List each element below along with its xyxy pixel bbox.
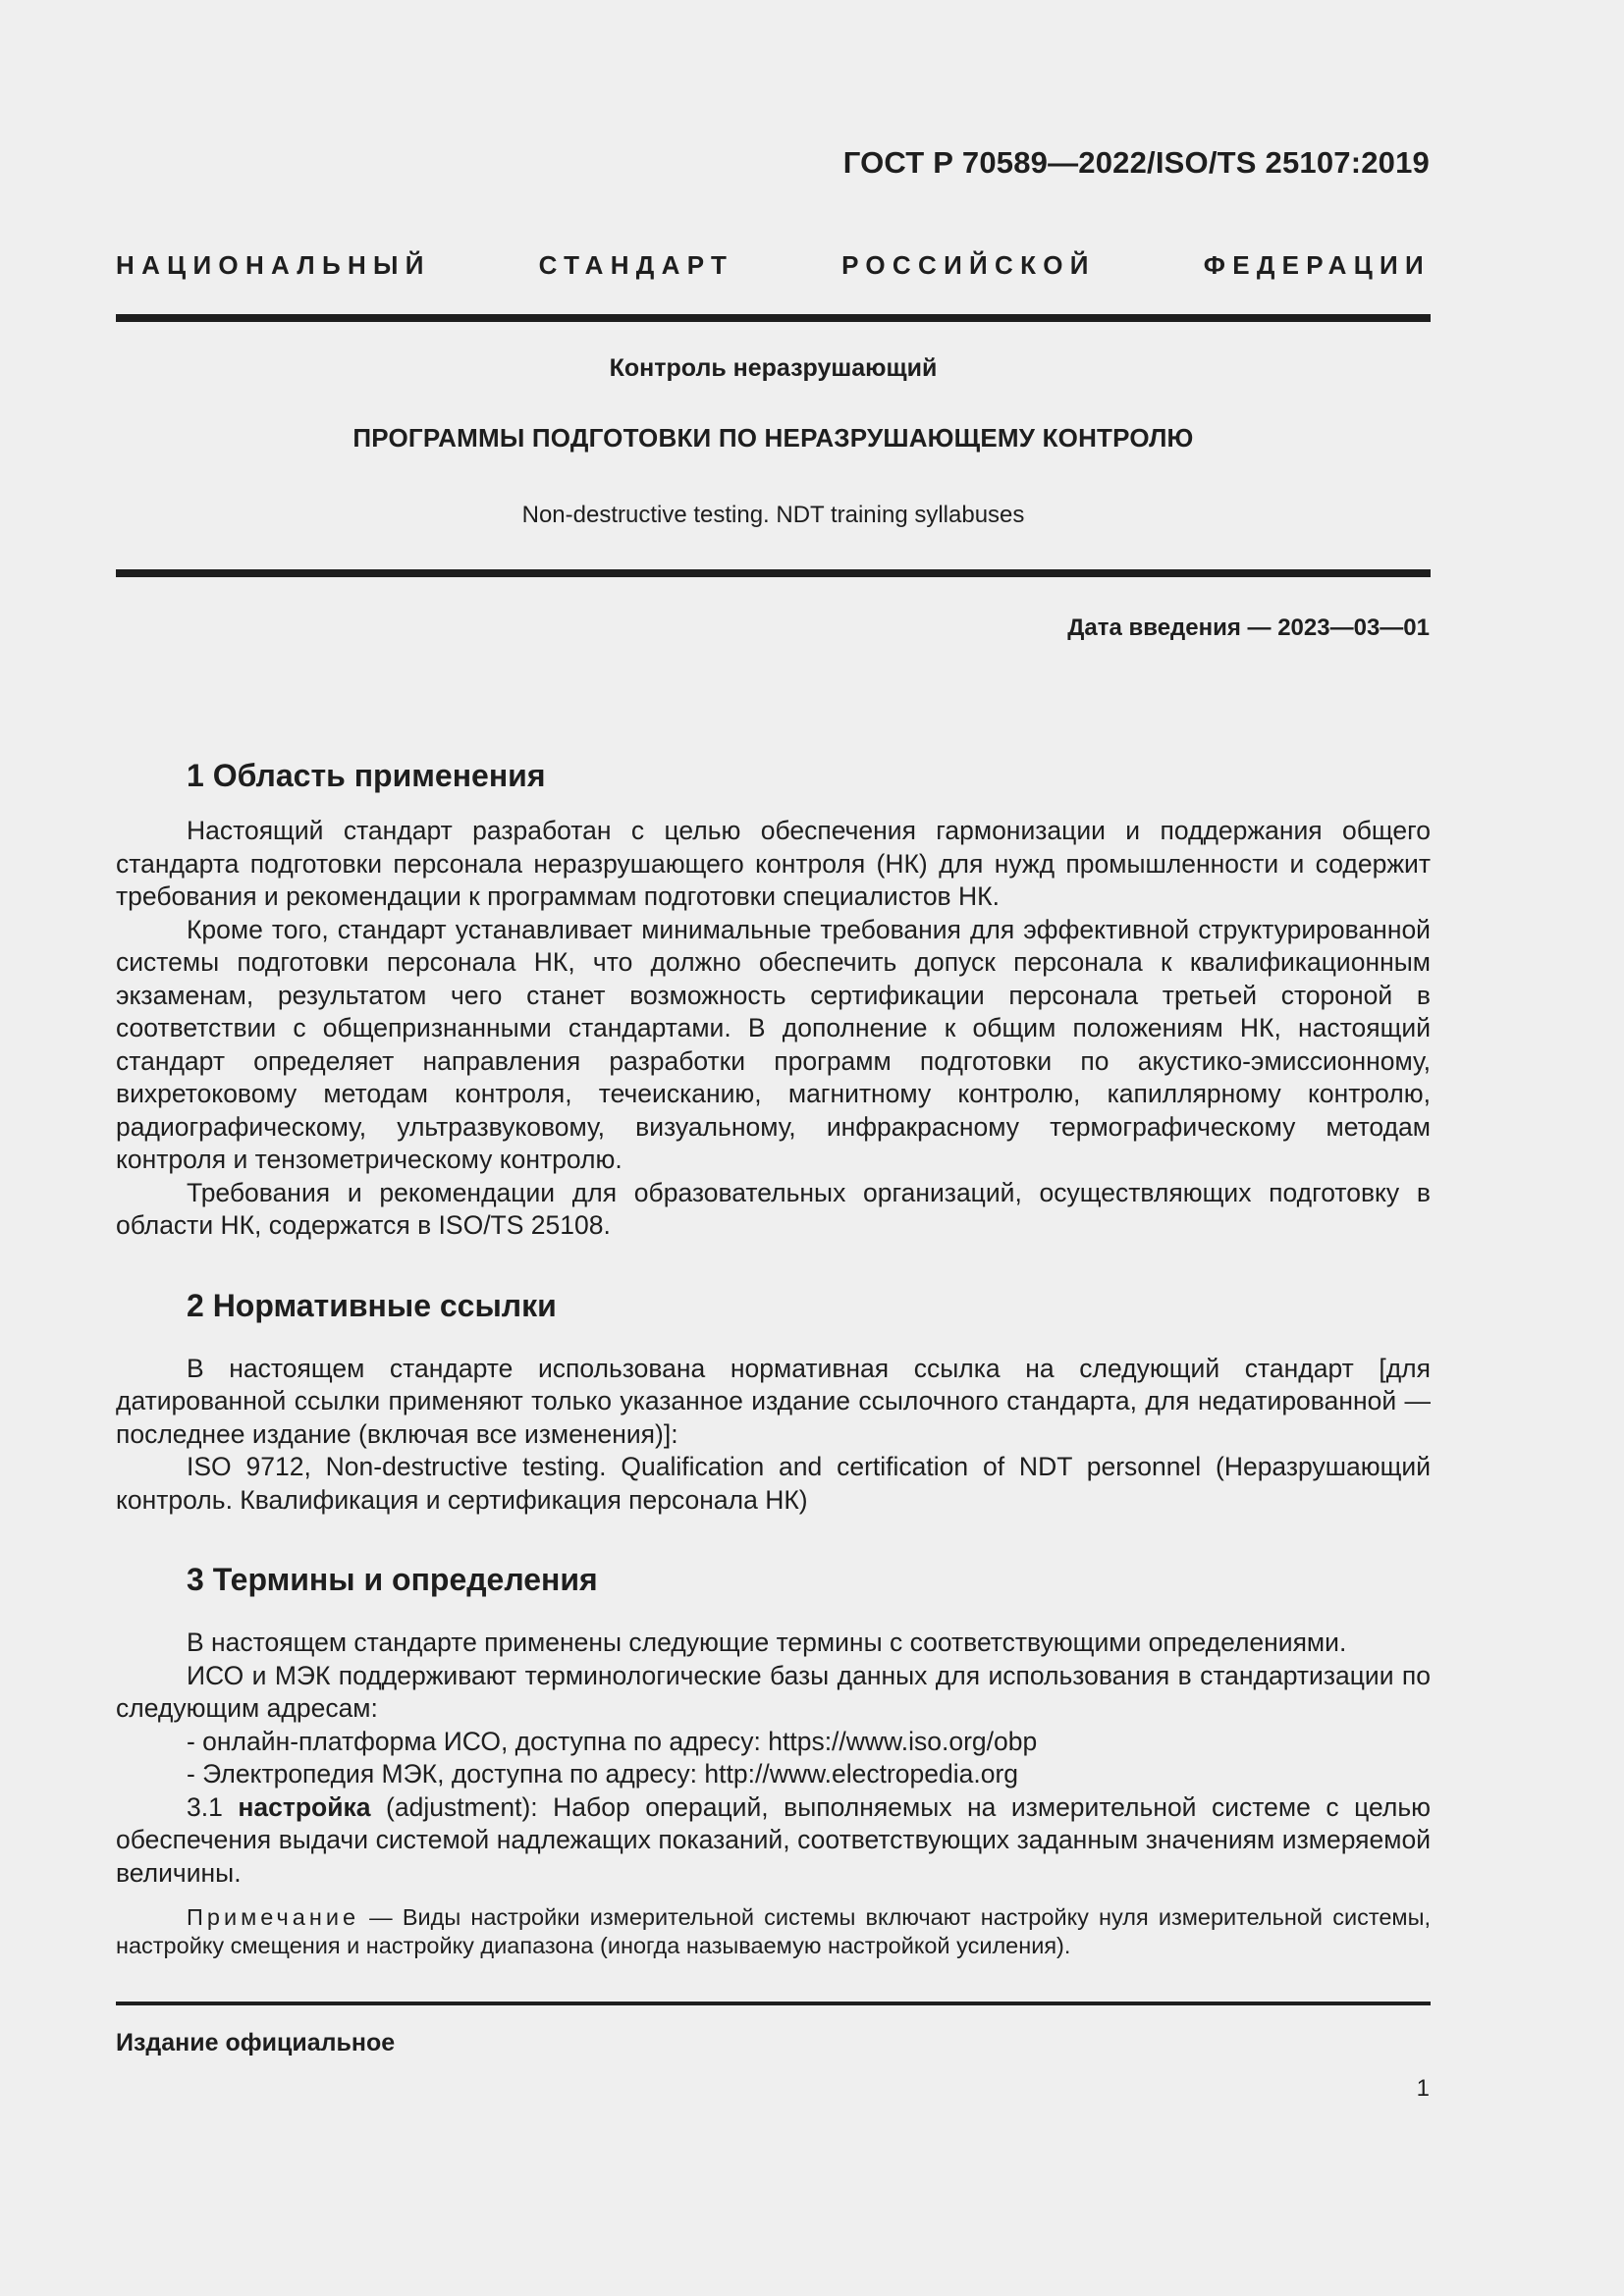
- main-title: ПРОГРАММЫ ПОДГОТОВКИ ПО НЕРАЗРУШАЮЩЕМУ КОНТРОЛЮ: [352, 423, 1194, 453]
- section-heading-terms: 3 Термины и определения: [187, 1562, 598, 1597]
- note: [116, 1903, 1431, 1960]
- footer-rule: [116, 2002, 1431, 2005]
- paragraph: В настоящем стандарте использована нормативная ссылка на следующий стандарт [для датированной ссылки применяют только указанное издание ссылочного стандарта, для недатированной — последнее издание (включая все изменения)]:: [116, 1353, 1431, 1449]
- section-heading-scope: 1 Область применения: [187, 758, 546, 793]
- national-standard-title: НАЦИОНАЛЬНЫЙ СТАНДАРТ РОССИЙСКОЙ ФЕДЕРАЦИИ: [116, 250, 1431, 280]
- document-body: [116, 754, 1431, 1960]
- list-item: - онлайн-платформа ИСО, доступна по адресу: https://www.iso.org/obp: [187, 1726, 1038, 1756]
- paragraph: ИСО и МЭК поддерживают терминологические базы данных для использования в стандартизации по следующим адресам:: [116, 1660, 1431, 1723]
- note-text: — Виды настройки измерительной системы включают настройку нуля измерительной системы, настройку смещения и настройку диапазона (иногда называемую настройкой усиления).: [116, 1904, 1431, 1958]
- term-number: 3.1: [187, 1791, 239, 1822]
- page-number: 1: [1416, 2075, 1430, 2102]
- paragraph: Кроме того, стандарт устанавливает минимальные требования для эффективной структурированной системы подготовки персонала НК, что должно обеспечить допуск персонала к квалификационным экзаменам, результатом чего станет возможность сертификации персонала третьей стороной в соответствии с общепризнанными стандартами. В дополнение к общим положениям НК, настоящий стандарт определяет направления разработки программ подготовки по акустико-эмиссионному, вихретоковому методам контроля, течеисканию, магнитному контролю, капиллярному контролю, радиографическому, ультразвуковому, визуальному, инфракрасному термографическому методам контроля и тензометрическому контролю.: [116, 914, 1431, 1174]
- title-bottom-rule: [116, 569, 1431, 577]
- term-word: настройка: [238, 1791, 371, 1822]
- paragraph: Требования и рекомендации для образовательных организаций, осуществляющих подготовку в области НК, содержатся в ISO/TS 25108.: [116, 1177, 1431, 1240]
- document-code: ГОСТ Р 70589—2022/ISO/TS 25107:2019: [842, 145, 1430, 180]
- subject-title: Контроль неразрушающий: [609, 354, 938, 382]
- english-title: Non-destructive testing. NDT training syllabuses: [521, 502, 1025, 528]
- introduction-date: Дата введения — 2023—03—01: [1067, 614, 1430, 641]
- term-definition: [116, 1791, 1431, 1891]
- official-edition-label: Издание официальное: [116, 2029, 396, 2056]
- paragraph: ISO 9712, Non-destructive testing. Qualification and certification of NDT personnel (Неразрушающий контроль. Квалификация и сертификация персонала НК): [116, 1452, 1431, 1515]
- top-rule: [116, 314, 1431, 322]
- paragraph: Настоящий стандарт разработан с целью обеспечения гармонизации и поддержания общего стандарта подготовки персонала неразрушающего контроля (НК) для нужд промышленности и содержит требования и рекомендации к программам подготовки специалистов НК.: [116, 816, 1431, 911]
- paragraph: В настоящем стандарте применены следующие термины с соответствующими определениями.: [187, 1628, 1347, 1657]
- note-label: Примечание: [187, 1904, 360, 1930]
- term-definition-text: (adjustment): Набор операций, выполняемых на измерительной системе с целью обеспечения выдачи системой надлежащих показаний, соответствующих заданным значениям измеряемой величины.: [116, 1791, 1431, 1888]
- section-heading-normative-references: 2 Нормативные ссылки: [187, 1287, 557, 1323]
- list-item: - Электропедия МЭК, доступна по адресу: http://www.electropedia.org: [187, 1759, 1019, 1789]
